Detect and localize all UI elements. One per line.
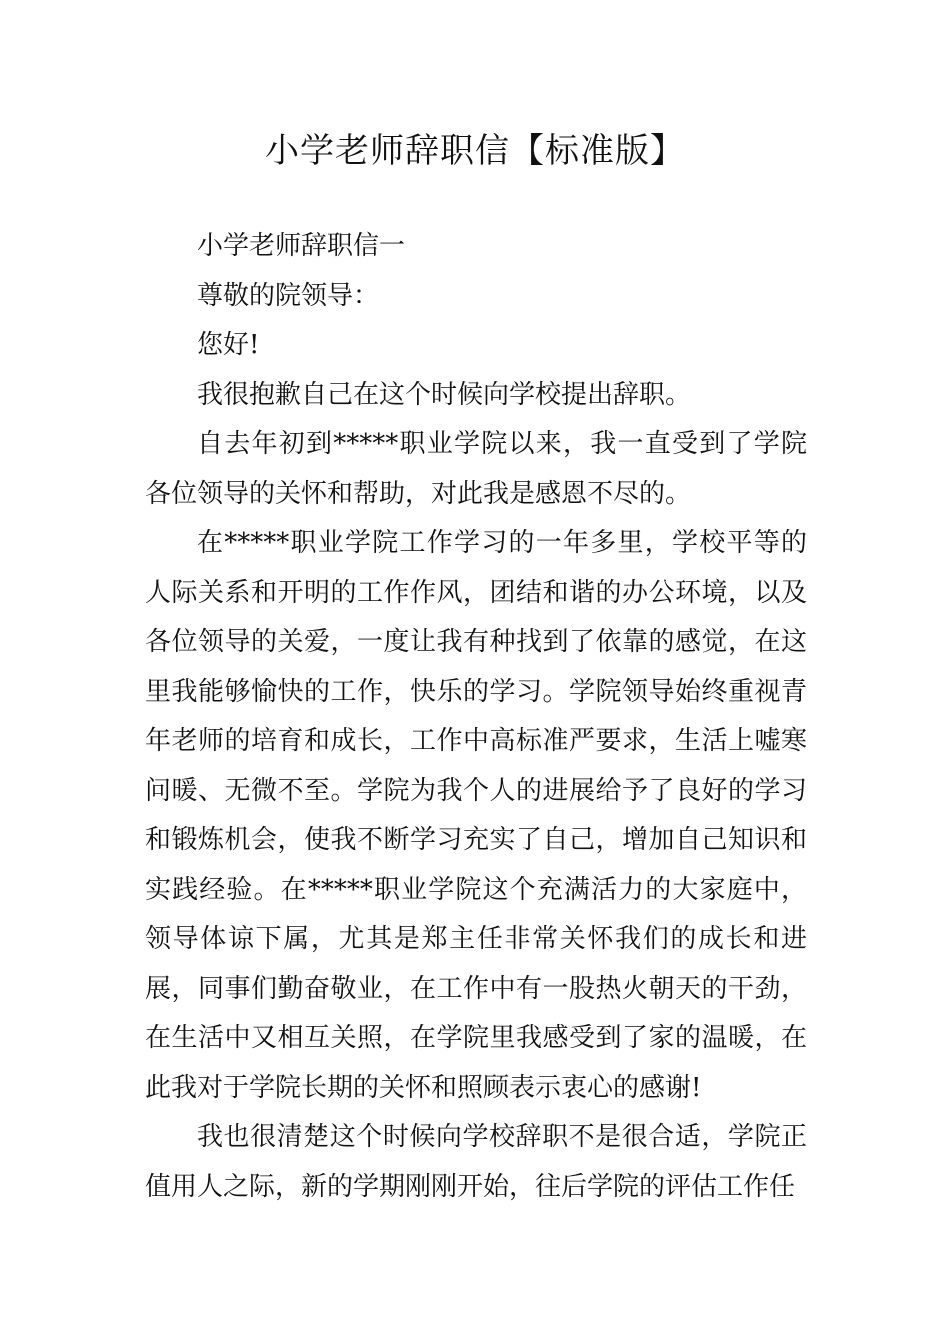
body-paragraph: 我也很清楚这个时候向学校辞职不是很合适，学院正值用人之际，新的学期刚刚开始，往后学院的评估工作任	[145, 1122, 807, 1202]
document-body	[145, 222, 807, 1212]
body-paragraph: 我很抱歉自己在这个时候向学校提出辞职。	[197, 379, 692, 410]
body-paragraph: 在*****职业学院工作学习的一年多里，学校平等的人际关系和开明的工作作风，团结和谐的办公环境，以及各位领导的关爱，一度让我有种找到了依靠的感觉，在这里我能够愉快的工作，快乐的学习。学院领导始终重视青年老师的培育和成长，工作中高标准严要求，生活上嘘寒问暖、无微不至。学院为我个人的进展给予了良好的学习和锻炼机会，使我不断学习充实了自己，增加自己知识和实践经验。在*****职业学院这个充满活力的大家庭中，领导体谅下属，尤其是郑主任非常关怀我们的成长和进展，同事们勤奋敬业，在工作中有一股热火朝天的干劲，在生活中又相互关照，在学院里我感受到了家的温暖，在此我对于学院长期的关怀和照顾表示衷心的感谢!	[145, 528, 807, 1103]
body-paragraph: 自去年初到*****职业学院以来，我一直受到了学院各位领导的关怀和帮助，对此我是感恩不尽的。	[145, 429, 807, 509]
letter-subtitle: 小学老师辞职信一	[197, 231, 406, 261]
salutation: 尊敬的院领导：	[197, 280, 380, 311]
document-title: 小学老师辞职信【标准版】	[265, 131, 685, 171]
greeting: 您好!	[197, 330, 260, 360]
